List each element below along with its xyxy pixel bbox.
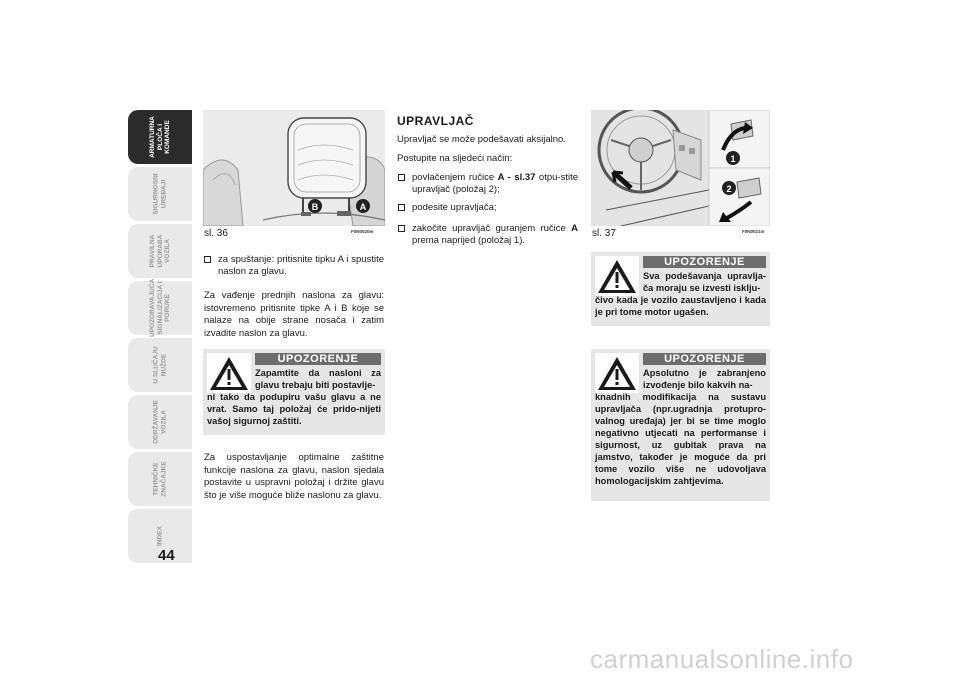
warning-box: [591, 252, 770, 326]
warning-box: [591, 349, 770, 501]
tab-label: UPOZORAVAJUĆA SIGNALIZACIJA I PORUKE: [148, 278, 171, 337]
headrest-illustration: [203, 110, 385, 226]
bullet-text: zakočite upravljač guranjem ručice A prema naprijed (položaj 1).: [412, 223, 578, 246]
tab-odrzavanje-vozila[interactable]: [128, 395, 192, 449]
paragraph: Za uspostavljanje optimalne zaštitne funkcije naslona za glavu, naslon sjedala postavite u uspravni položaj i držite glavu što je više moguće bliže naslonu za glavu.: [204, 452, 384, 501]
tab-tehnicke-znacajke[interactable]: [128, 452, 192, 506]
figure-code: F0N0020m: [351, 229, 374, 234]
warning-title: UPOZORENJE: [255, 353, 381, 365]
figure-code: F0N0021m: [742, 229, 765, 234]
bullet-text: podesite upravljača;: [412, 202, 497, 213]
figure-caption: sl. 36: [204, 228, 228, 239]
tab-label: ARMATURNA PLOČA I KOMANDE: [148, 116, 171, 158]
tab-label: PRAVILNA UPORABA VOZILA: [148, 234, 171, 268]
warning-title: UPOZORENJE: [643, 256, 766, 268]
tab-pravilna-uporaba[interactable]: [128, 224, 192, 278]
warning-text: čivo kada je vozilo zaustavljeno i kada je pri tome motor ugašen.: [595, 295, 766, 317]
tab-u-slucaju-nuzde[interactable]: [128, 338, 192, 392]
warning-box: [203, 349, 385, 435]
warning-text: Zapamtite da nasloni za glavu trebaju biti postavlje-: [255, 368, 381, 390]
tab-label: ODRŽAVANJE VOZILA: [152, 400, 167, 444]
tab-upozoravajuca-signalizacija[interactable]: [128, 278, 192, 337]
bullet-box-icon: [398, 225, 405, 232]
tab-sigurnosni-uredaji[interactable]: [128, 167, 192, 221]
section-title: UPRAVLJAČ: [397, 114, 474, 128]
paragraph: Za vađenje prednjih naslona za glavu: istovremeno pritisnite tipke A i B koje se nalaze na obije strane nosača i zatim izvadite naslon za glavu.: [204, 290, 384, 339]
bullet-box-icon: [398, 174, 405, 181]
figure-caption: sl. 37: [592, 228, 616, 239]
bullet-box-icon: [398, 204, 405, 211]
warning-triangle-icon: [595, 353, 639, 393]
tab-label: U SLUČAJU NUŽDE: [152, 346, 167, 384]
tab-label: TEHNIČKE ZNAČAJKE: [152, 461, 167, 497]
tab-label: SIGURNOSNI UREĐAJI: [152, 173, 167, 215]
callout-b-label: B: [311, 202, 319, 212]
bullet-text: za spuštanje: pritisnite tipku A i spustite naslon za glavu.: [218, 254, 384, 277]
callout-2-label: 2: [726, 184, 732, 194]
watermark: carmanualsonline.info: [590, 644, 854, 674]
page-number: 44: [158, 547, 175, 564]
warning-text: Apsolutno je zabranjeno izvođenje bilo kakvih na-: [643, 368, 766, 390]
warning-text: ni tako da podupiru vašu glavu a ne vrat. Samo taj položaj će prido-nijeti vašoj sigurnoj zaštiti.: [207, 392, 381, 426]
callout-1-label: 1: [730, 154, 736, 164]
warning-title: UPOZORENJE: [643, 353, 766, 365]
paragraph: Postupite na sljedeći način:: [397, 153, 513, 164]
bullet-box-icon: [204, 256, 211, 263]
paragraph: Upravljač se može podešavati aksijalno.: [397, 134, 566, 145]
bullet-text: povlačenjem ručice A - sl.37 otpu-stite upravljač (položaj 2);: [412, 172, 578, 195]
warning-triangle-icon: [207, 353, 251, 393]
steering-wheel-illustration: [591, 110, 770, 226]
warning-text: knadnih modifikacija na sustavu upravljača (npr.ugradnja protupro-valnog uređaja) jer bi se time moglo negativno utjecati na performanse i sigurnost, uz gubitak prava na jamstvo, također je moguće da pri tome vozilo više ne udovoljava homologacijskim zahtjevima.: [595, 392, 766, 486]
warning-triangle-icon: [595, 256, 639, 296]
figure-headrest: [203, 110, 385, 226]
warning-text: Sva podešavanja upravlja-ča moraju se izvesti isklju-: [643, 271, 766, 293]
figure-steering-wheel: [591, 110, 770, 226]
tab-armaturna-ploca[interactable]: [128, 110, 192, 164]
tab-label: INDEX: [156, 526, 164, 546]
callout-a-label: A: [359, 202, 367, 212]
